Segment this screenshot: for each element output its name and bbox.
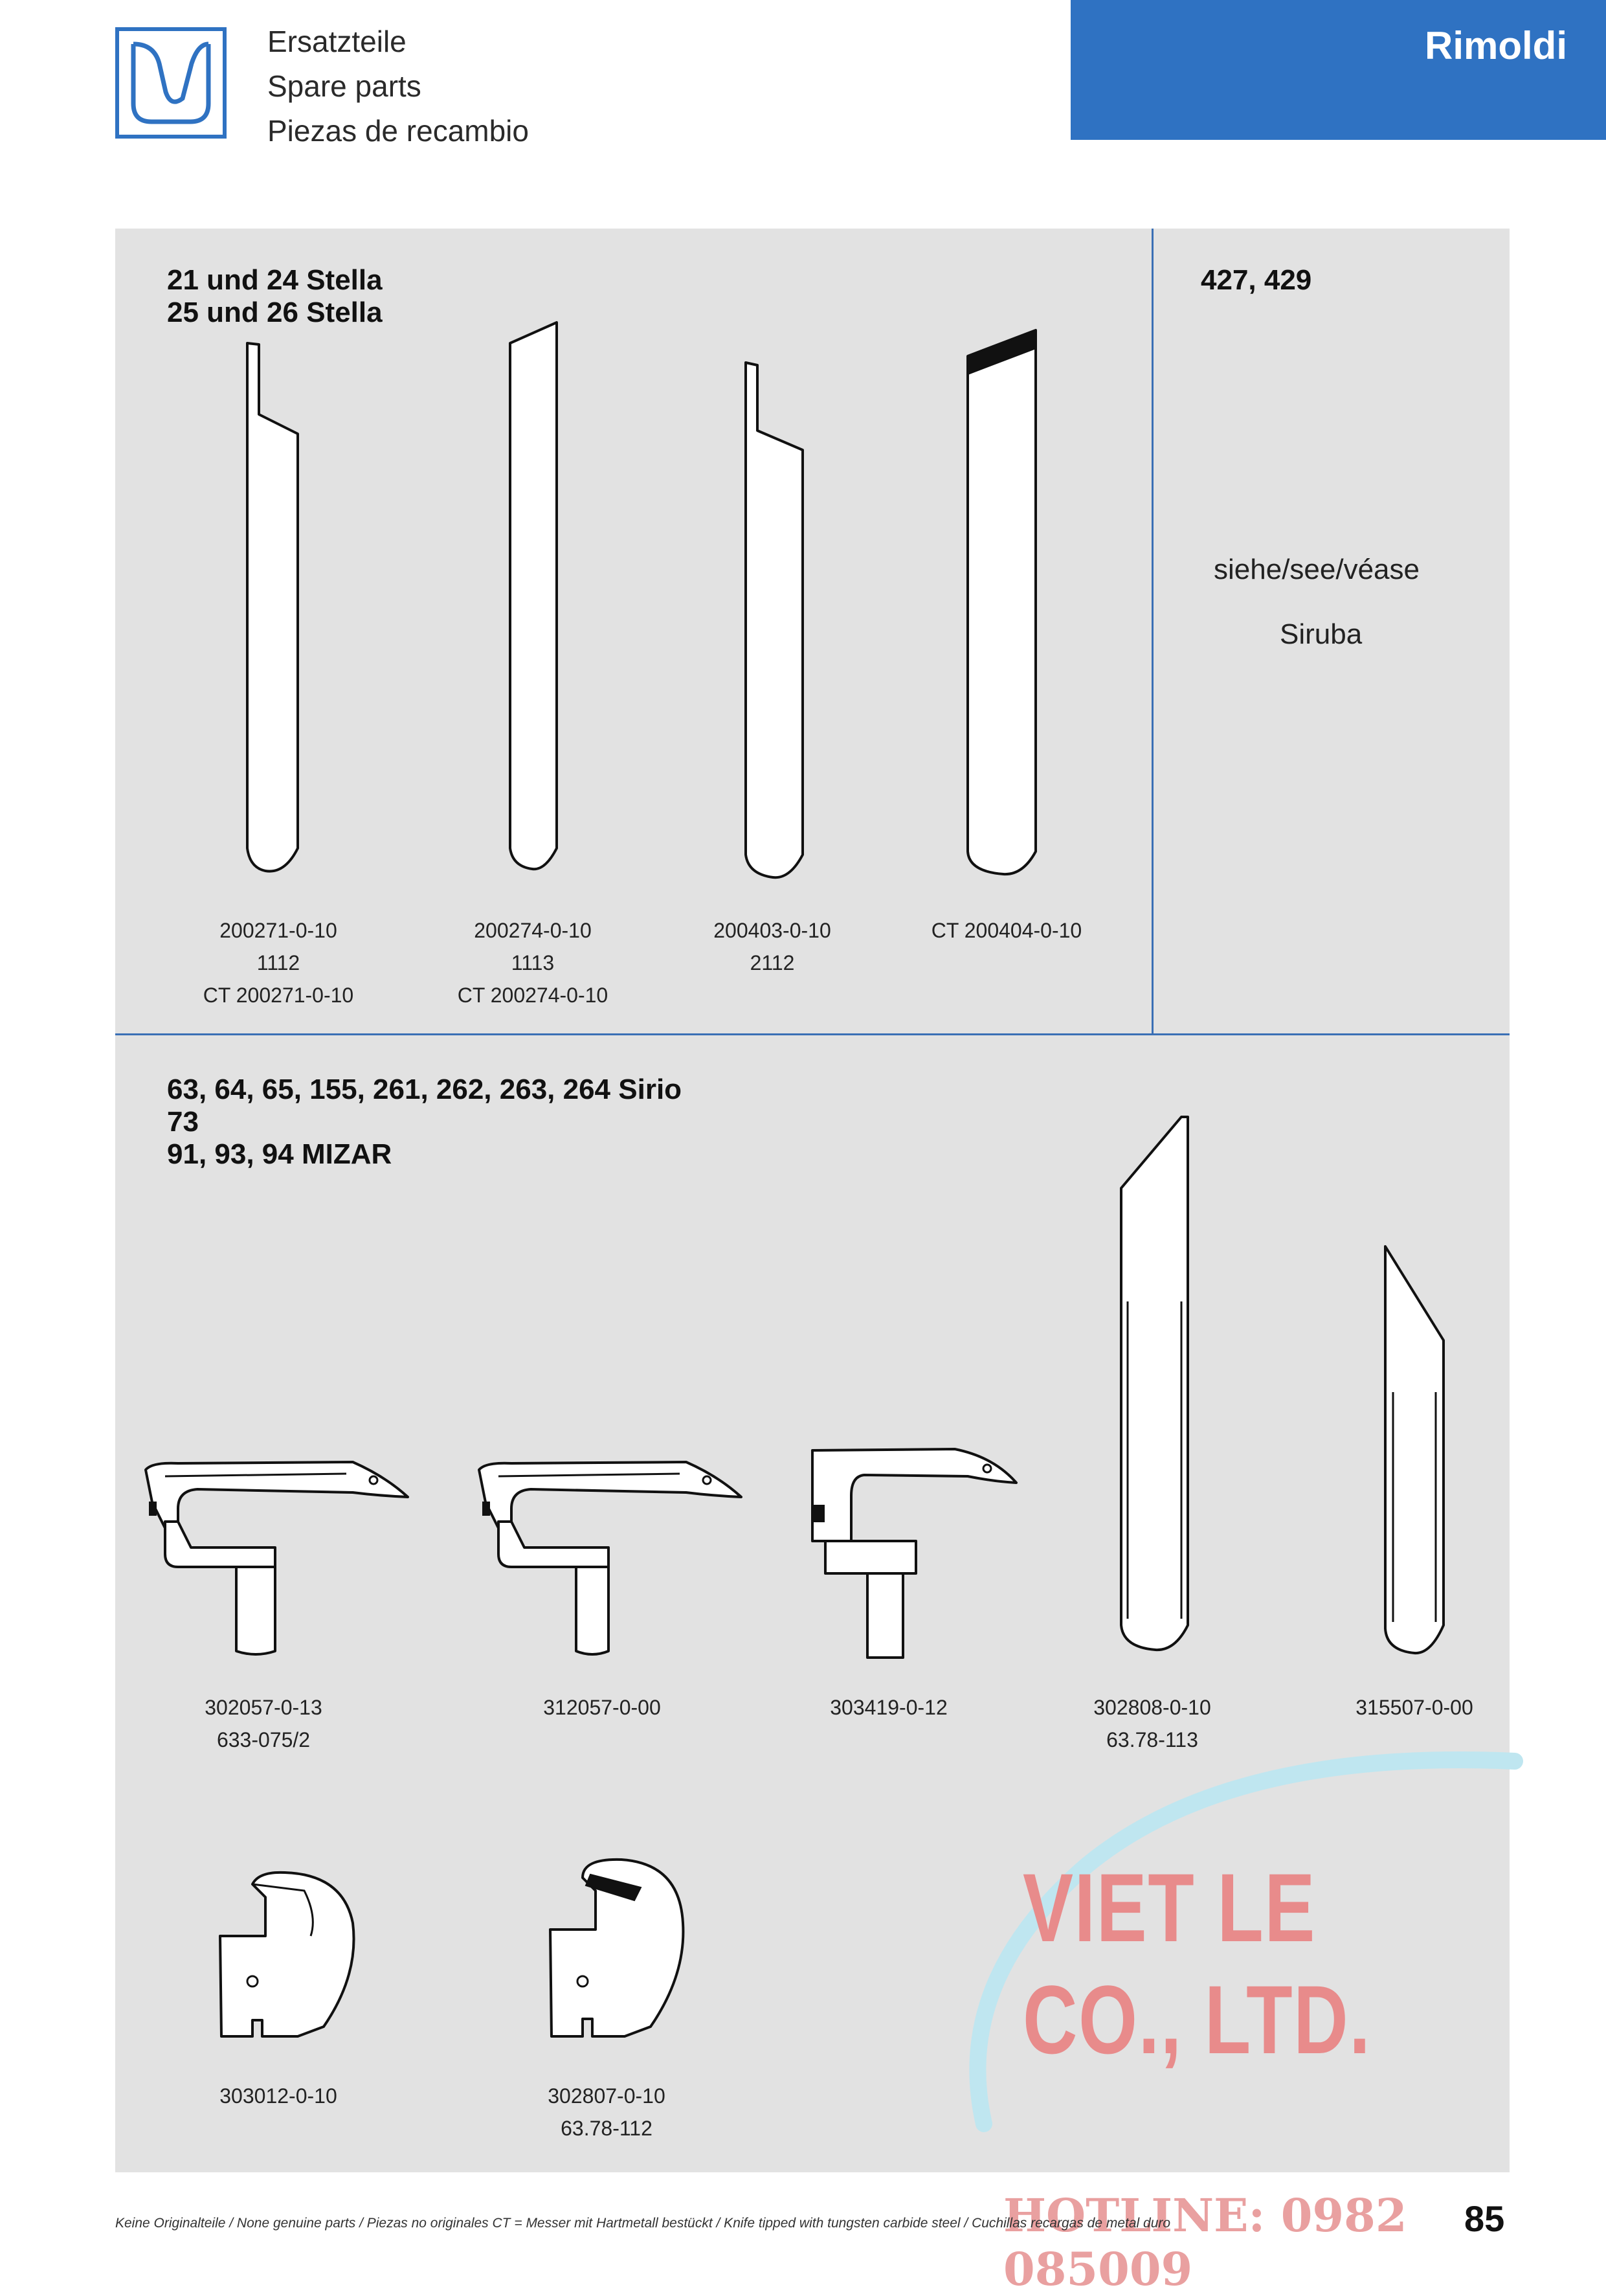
looper-302057-image [139,1450,411,1664]
knife-200271-image [233,330,311,881]
part-code-block [142,914,414,1011]
heading-line: 25 und 26 Stella [167,297,383,328]
see-reference-brand: Siruba [1280,618,1363,650]
header-titles [267,19,529,153]
section-427-heading: 427, 429 [1201,264,1312,296]
header-title-en: Spare parts [267,69,421,103]
part-code-block [753,1691,1025,1724]
part-number: 200274-0-10 [474,919,592,942]
section-sirio-heading [167,1074,682,1171]
horizontal-divider [115,1033,1510,1035]
knife-200274-image [498,317,576,881]
vertical-divider [1152,229,1154,1035]
part-number: 63.78-112 [561,2117,652,2140]
part-number: 302808-0-10 [1093,1696,1211,1719]
company-logo [115,27,227,139]
watermark-company: VIET LE CO., LTD. [1023,1853,1372,2074]
part-code-block [142,2080,414,2112]
part-number: 1112 [256,951,300,974]
part-number: 200271-0-10 [219,919,337,942]
see-reference-label: siehe/see/véase [1214,554,1420,585]
header-title-de: Ersatzteile [267,25,407,58]
part-code-block [397,914,669,1011]
part-number: CT 200274-0-10 [457,984,608,1007]
part-code-block [636,914,908,979]
part-code-block [466,1691,738,1724]
page-number: 85 [1464,2198,1505,2239]
part-code-block [128,1691,399,1756]
part-302807-image [544,1852,693,2046]
part-code-block [871,914,1143,947]
heading-line: 21 und 24 Stella [167,264,383,296]
part-number: 200403-0-10 [713,919,831,942]
footer-note: Keine Originalteile / None genuine parts / Piezas no originales CT = Messer mit Hartmetall bestückt / Knife tipped with tungsten carbide steel / Cuchillas recargas de metal duro [115,2216,1171,2231]
brand-banner [1071,0,1606,140]
part-code-block [1278,1691,1550,1724]
part-number: 1113 [511,951,555,974]
part-number: 303012-0-10 [219,2084,337,2108]
part-number: 315507-0-00 [1355,1696,1473,1719]
part-number: 633-075/2 [216,1728,311,1751]
watermark-hotline: HOTLINE: 0982 085009 [1003,2189,1407,2296]
part-303012-image [214,1865,362,2046]
part-number: CT 200404-0-10 [931,919,1082,942]
section-stella-heading [167,264,383,329]
heading-line: 91, 93, 94 MIZAR [167,1138,392,1170]
knife-200403-image [731,356,809,881]
part-code-block [471,2080,742,2144]
looper-303419-image [806,1444,1020,1664]
header-title-es: Piezas de recambio [267,114,529,148]
brand-name: Rimoldi [1425,24,1567,67]
part-number: 2112 [750,951,795,974]
part-number: 303419-0-12 [830,1696,948,1719]
knife-315507-image [1379,1240,1456,1661]
heading-line: 73 [167,1106,199,1138]
looper-312057-image [473,1450,744,1664]
part-number: 312057-0-00 [543,1696,661,1719]
heading-line: 63, 64, 65, 155, 261, 262, 263, 264 Sirio [167,1074,682,1105]
part-number: CT 200271-0-10 [203,984,354,1007]
knife-302808-image [1113,1114,1198,1658]
part-number: 302807-0-10 [548,2084,665,2108]
knife-ct200404-image [961,324,1045,881]
part-number: 302057-0-13 [205,1696,322,1719]
part-number: 63.78-113 [1106,1728,1198,1751]
